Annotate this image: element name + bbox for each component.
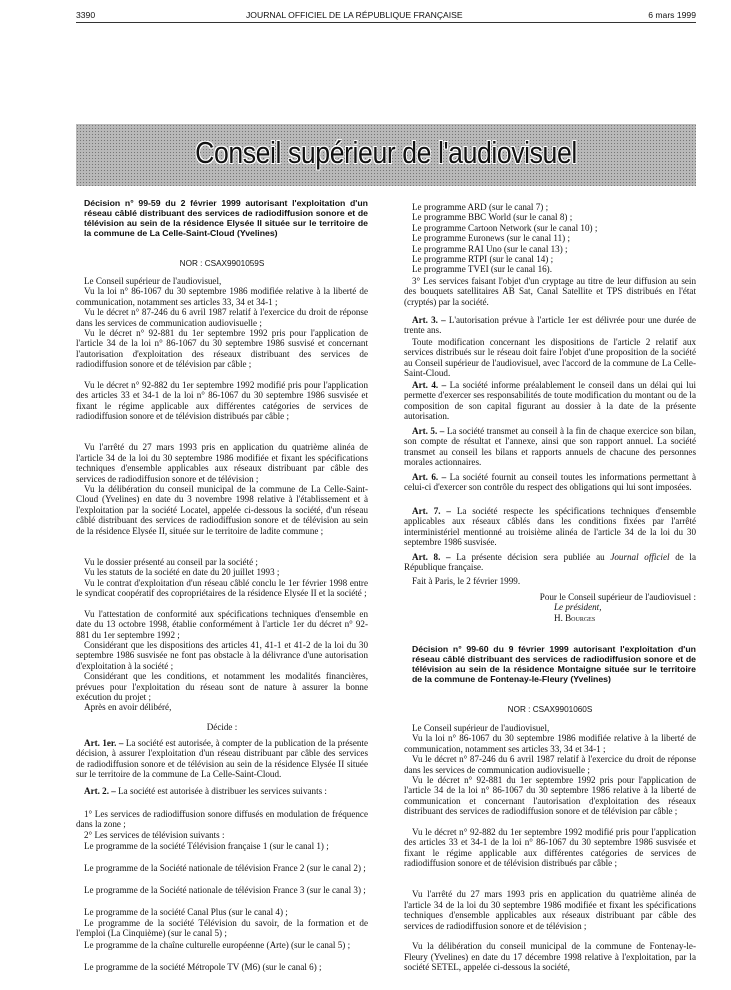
- header-rule: [76, 22, 696, 23]
- paragraph: Vu le décret n° 87-246 du 6 avril 1987 relatif à l'exercice du droit de réponse dans les services de communication audiovisuelle ;: [76, 307, 368, 328]
- program-item: Le programme de la chaîne culturelle européenne (Arte) (sur le canal 5) ;: [84, 940, 351, 950]
- article-text: La société informe préalablement le conseil dans un délai qui lui permette d'exercer ses responsabilités de toute modification du montant ou de la composition de son capital figurant au dossier à la date de la présente autorisation.: [404, 380, 696, 422]
- signature-body: Pour le Conseil supérieur de l'audiovisuel :: [539, 592, 696, 602]
- decision-title: Décision n° 99-60 du 9 février 1999 autorisant l'exploitation d'un réseau câblé distribuant des services de radiodiffusion sonore et de télévision au sein de la résidence Montaigne située sur le territoire de la commune de Fontenay-le-Fleury (Yvelines): [412, 644, 696, 684]
- program-item: Le programme BBC World (sur le canal 8) ;: [412, 212, 573, 223]
- article-text: La société fournit au conseil toutes les informations permettant à celui-ci d'exercer son contrôle du respect des obligations qui lui sont imposées.: [404, 472, 696, 493]
- article-8: [404, 552, 696, 573]
- paragraph: Vu le décret n° 92-881 du 1er septembre 1992 pris pour l'application de l'article 34 de la loi n° 86-1067 du 30 septembre 1986 relative à la liberté de communication et concernant l'autorisation d'exploitation des réseaux distribuant des services de radiodiffusion sonore et de télévision par câble ;: [404, 775, 696, 817]
- nor-reference: NOR : CSAX9901059S: [179, 259, 265, 268]
- page-number: 3390: [76, 10, 96, 20]
- program-item: Le programme de la société Télévision française 1 (sur le canal 1) ;: [84, 841, 329, 851]
- decision-title: Décision n° 99-59 du 2 février 1999 autorisant l'exploitation d'un réseau câblé distribuant des services de radiodiffusion sonore et de télévision au sein de la résidence Elysée II située sur le territoire de la commune de La Celle-Saint-Cloud (Yvelines): [84, 198, 368, 238]
- article-label: Art. 5. –: [412, 426, 445, 436]
- paragraph: Vu les statuts de la société en date du 20 juillet 1993 ;: [84, 567, 280, 578]
- program-item: Le programme RTPI (sur le canal 14) ;: [412, 254, 554, 264]
- paragraph: Considérant que les dispositions des articles 41, 41-1 et 41-2 de la loi du 30 septembre 1986 susvisée ne font pas obstacle à la délivrance d'une autorisation d'exploitation à la société ;: [76, 639, 368, 671]
- article-5: [404, 426, 696, 468]
- article-text: La présente décision sera publiée au: [456, 552, 605, 562]
- article-label: Art. 4. –: [412, 380, 447, 390]
- paragraph: Vu le décret n° 92-882 du 1er septembre 1992 modifié pris pour l'application des articles 33 et 34-1 de la loi n° 86-1067 du 30 septembre 1986 susvisée et fixant le régime applicable aux différentes catégories de services de radiodiffusion sonore et de télévision distribués par câble ;: [404, 827, 696, 869]
- program-item: Le programme de la Société nationale de télévision France 3 (sur le canal 3) ;: [84, 885, 366, 895]
- article-label: Art. 3. –: [412, 315, 446, 325]
- paragraph: Vu l'attestation de conformité aux spécifications techniques d'ensemble en date du 13 octobre 1998, établie conformément à l'article 1er du décret n° 92-881 du 1er septembre 1992 ;: [76, 608, 368, 640]
- paragraph: Vu la délibération du conseil municipal de la commune de Fontenay-le-Fleury (Yvelines) en date du 17 décembre 1998 relative à l'exploitation, par la société SETEL, appelée ci-dessous la société,: [404, 941, 696, 973]
- paragraph: Vu la loi n° 86-1067 du 30 septembre 1986 modifiée relative à la liberté de communication, notamment ses articles 33, 34 et 34-1 ;: [76, 286, 368, 307]
- nor-reference: NOR : CSAX9901060S: [507, 705, 593, 714]
- article-label: Art. 7. –: [412, 506, 451, 516]
- journal-title: JOURNAL OFFICIEL DE LA RÉPUBLIQUE FRANÇAISE: [246, 10, 463, 20]
- left-column: [76, 198, 368, 988]
- paragraph: 1° Les services de radiodiffusion sonore diffusés en modulation de fréquence dans la zone ;: [76, 809, 368, 830]
- article-2: [76, 786, 368, 796]
- paragraph: Vu le dossier présenté au conseil par la société ;: [84, 556, 258, 567]
- signature-name: H. Bourges: [554, 612, 596, 623]
- section-banner: [76, 124, 696, 186]
- journal-name: Journal officiel: [610, 552, 670, 562]
- program-item: Le programme de la société Métropole TV (M6) (sur le canal 6) ;: [84, 962, 322, 972]
- program-item: Le programme de la société Télévision du savoir, de la formation et de l'emploi (La Cinquième) (sur le canal 5) ;: [76, 918, 368, 939]
- article-1: [76, 738, 368, 780]
- article-text: de la République française.: [404, 552, 696, 573]
- issue-date: 6 mars 1999: [648, 10, 696, 20]
- article-text: La société est autorisée, à compter de la publication de la présente décision, à assurer l'exploitation d'un réseau distribuant par câble des services de radiodiffusion sonore et de télévision au sein de la résidence Elysée II située sur le territoire de la commune de La Celle-Saint-Cloud.: [76, 738, 368, 780]
- article-label: Art. 8. –: [412, 552, 451, 562]
- paragraph: Le Conseil supérieur de l'audiovisuel,: [84, 276, 222, 286]
- decide-heading: Décide :: [206, 722, 238, 732]
- paragraph: Vu le décret n° 92-881 du 1er septembre 1992 pris pour l'application de l'article 34 de la loi n° 86-1067 du 30 septembre 1986 susvisé et concernant l'autorisation d'exploitation des réseaux distribuant des services de radiodiffusion sonore et de télévision par câble ;: [76, 328, 368, 370]
- article-4: [404, 380, 696, 422]
- article-text: La société respecte les spécifications techniques d'ensemble applicables aux réseaux câblés dans les conditions fixées par l'arrêté interministériel mentionné au troisième alinéa de l'article 34 de la loi du 30 septembre 1986 susvisée.: [404, 506, 696, 548]
- article-3: [404, 315, 696, 336]
- program-item: Le programme Cartoon Network (sur le canal 10) ;: [412, 222, 598, 233]
- paragraph: 3° Les services faisant l'objet d'un cryptage au titre de leur diffusion au sein des bouquets satellitaires AB Sat, Canal Satellite et TPS distribués en l'état (cryptés) par la société.: [404, 276, 696, 307]
- program-item: Le programme de la Société nationale de télévision France 2 (sur le canal 2) ;: [84, 863, 366, 873]
- article-6: [404, 472, 696, 493]
- article-text: La société est autorisée à distribuer les services suivants :: [118, 786, 327, 796]
- signature-role: Le président,: [554, 602, 602, 613]
- paragraph: Vu l'arrêté du 27 mars 1993 pris en application du quatrième alinéa de l'article 34 de la loi du 30 septembre 1986 modifiée et fixant les spécifications techniques d'ensemble applicables aux réseaux distribuant par câble des services de radiodiffusion sonore et de télévision ;: [76, 442, 368, 484]
- paragraph: Vu le décret n° 87-246 du 6 avril 1987 relatif à l'exercice du droit de réponse dans les services de communication audiovisuelle ;: [404, 754, 696, 775]
- program-item: Le programme de la société Canal Plus (sur le canal 4) ;: [84, 907, 288, 917]
- paragraph: Après en avoir délibéré,: [84, 702, 172, 713]
- section-title: Conseil supérieur de l'audiovisuel: [195, 135, 577, 170]
- article-text: L'autorisation prévue à l'article 1er est délivrée pour une durée de trente ans.: [404, 315, 696, 336]
- article-label: Art. 2. –: [84, 786, 116, 796]
- program-item: Le programme TVEI (sur le canal 16).: [412, 264, 552, 275]
- program-item: Le programme RAI Uno (sur le canal 13) ;: [412, 243, 568, 254]
- program-item: Le programme ARD (sur le canal 7) ;: [412, 202, 549, 212]
- done-at: Fait à Paris, le 2 février 1999.: [412, 576, 521, 586]
- article-label: Art. 1er. –: [84, 738, 124, 748]
- article-7: [404, 506, 696, 548]
- program-item: Le programme Euronews (sur le canal 11) ;: [412, 233, 570, 244]
- article-label: Art. 6. –: [412, 472, 447, 482]
- paragraph: Vu le contrat d'exploitation d'un réseau câblé conclu le 1er février 1998 entre le syndicat coopératif des copropriétaires de la résidence Elysée II et la société ;: [76, 577, 368, 598]
- paragraph: Vu le décret n° 92-882 du 1er septembre 1992 modifié pris pour l'application des articles 33 et 34-1 de la loi n° 86-1067 du 30 septembre 1986 susvisée et fixant le régime applicable aux différentes catégories de services de radiodiffusion sonore et de télévision distribués par câble ;: [76, 380, 368, 422]
- right-column: [404, 198, 696, 988]
- page-header: [76, 10, 696, 22]
- paragraph: Toute modification concernant les dispositions de l'article 2 relatif aux services distribués sur le réseau doit faire l'objet d'une proposition de la société au Conseil supérieur de l'audiovisuel, avec l'accord de la commune de La Celle-Saint-Cloud.: [404, 337, 696, 379]
- paragraph: Vu la loi n° 86-1067 du 30 septembre 1986 modifiée relative à la liberté de communication, notamment ses articles 33, 34 et 34-1 ;: [404, 733, 696, 754]
- paragraph: Vu l'arrêté du 27 mars 1993 pris en application du quatrième alinéa de l'article 34 de la loi du 30 septembre 1986 modifiée et fixant les spécifications techniques d'ensemble applicables aux réseaux distribuant par câble des services de radiodiffusion sonore et de télévision ;: [404, 889, 696, 931]
- article-text: La société transmet au conseil à la fin de chaque exercice son bilan, son compte de résultat et l'annexe, ainsi que son rapport annuel. La société transmet au conseil les bilans et rapports annuels de chacune des personnes morales actionnaires.: [404, 426, 696, 468]
- paragraph: Le Conseil supérieur de l'audiovisuel,: [412, 723, 550, 733]
- paragraph: 2° Les services de télévision suivants :: [84, 830, 225, 840]
- paragraph: Vu la délibération du conseil municipal de la commune de La Celle-Saint-Cloud (Yvelines) en date du 3 novembre 1998 relative à l'établissement et à l'exploitation par la société Locatel, appelée ci-dessous la société, d'un réseau câblé distribuant des services de radiodiffusion sonore et de télévision au sein de la résidence Elysée II, située sur le territoire de ladite commune ;: [76, 483, 368, 536]
- paragraph: Considérant que les conditions, et notamment les modalités financières, prévues pour l'exploitation du réseau sont de nature à assurer la bonne exécution du projet ;: [76, 671, 368, 702]
